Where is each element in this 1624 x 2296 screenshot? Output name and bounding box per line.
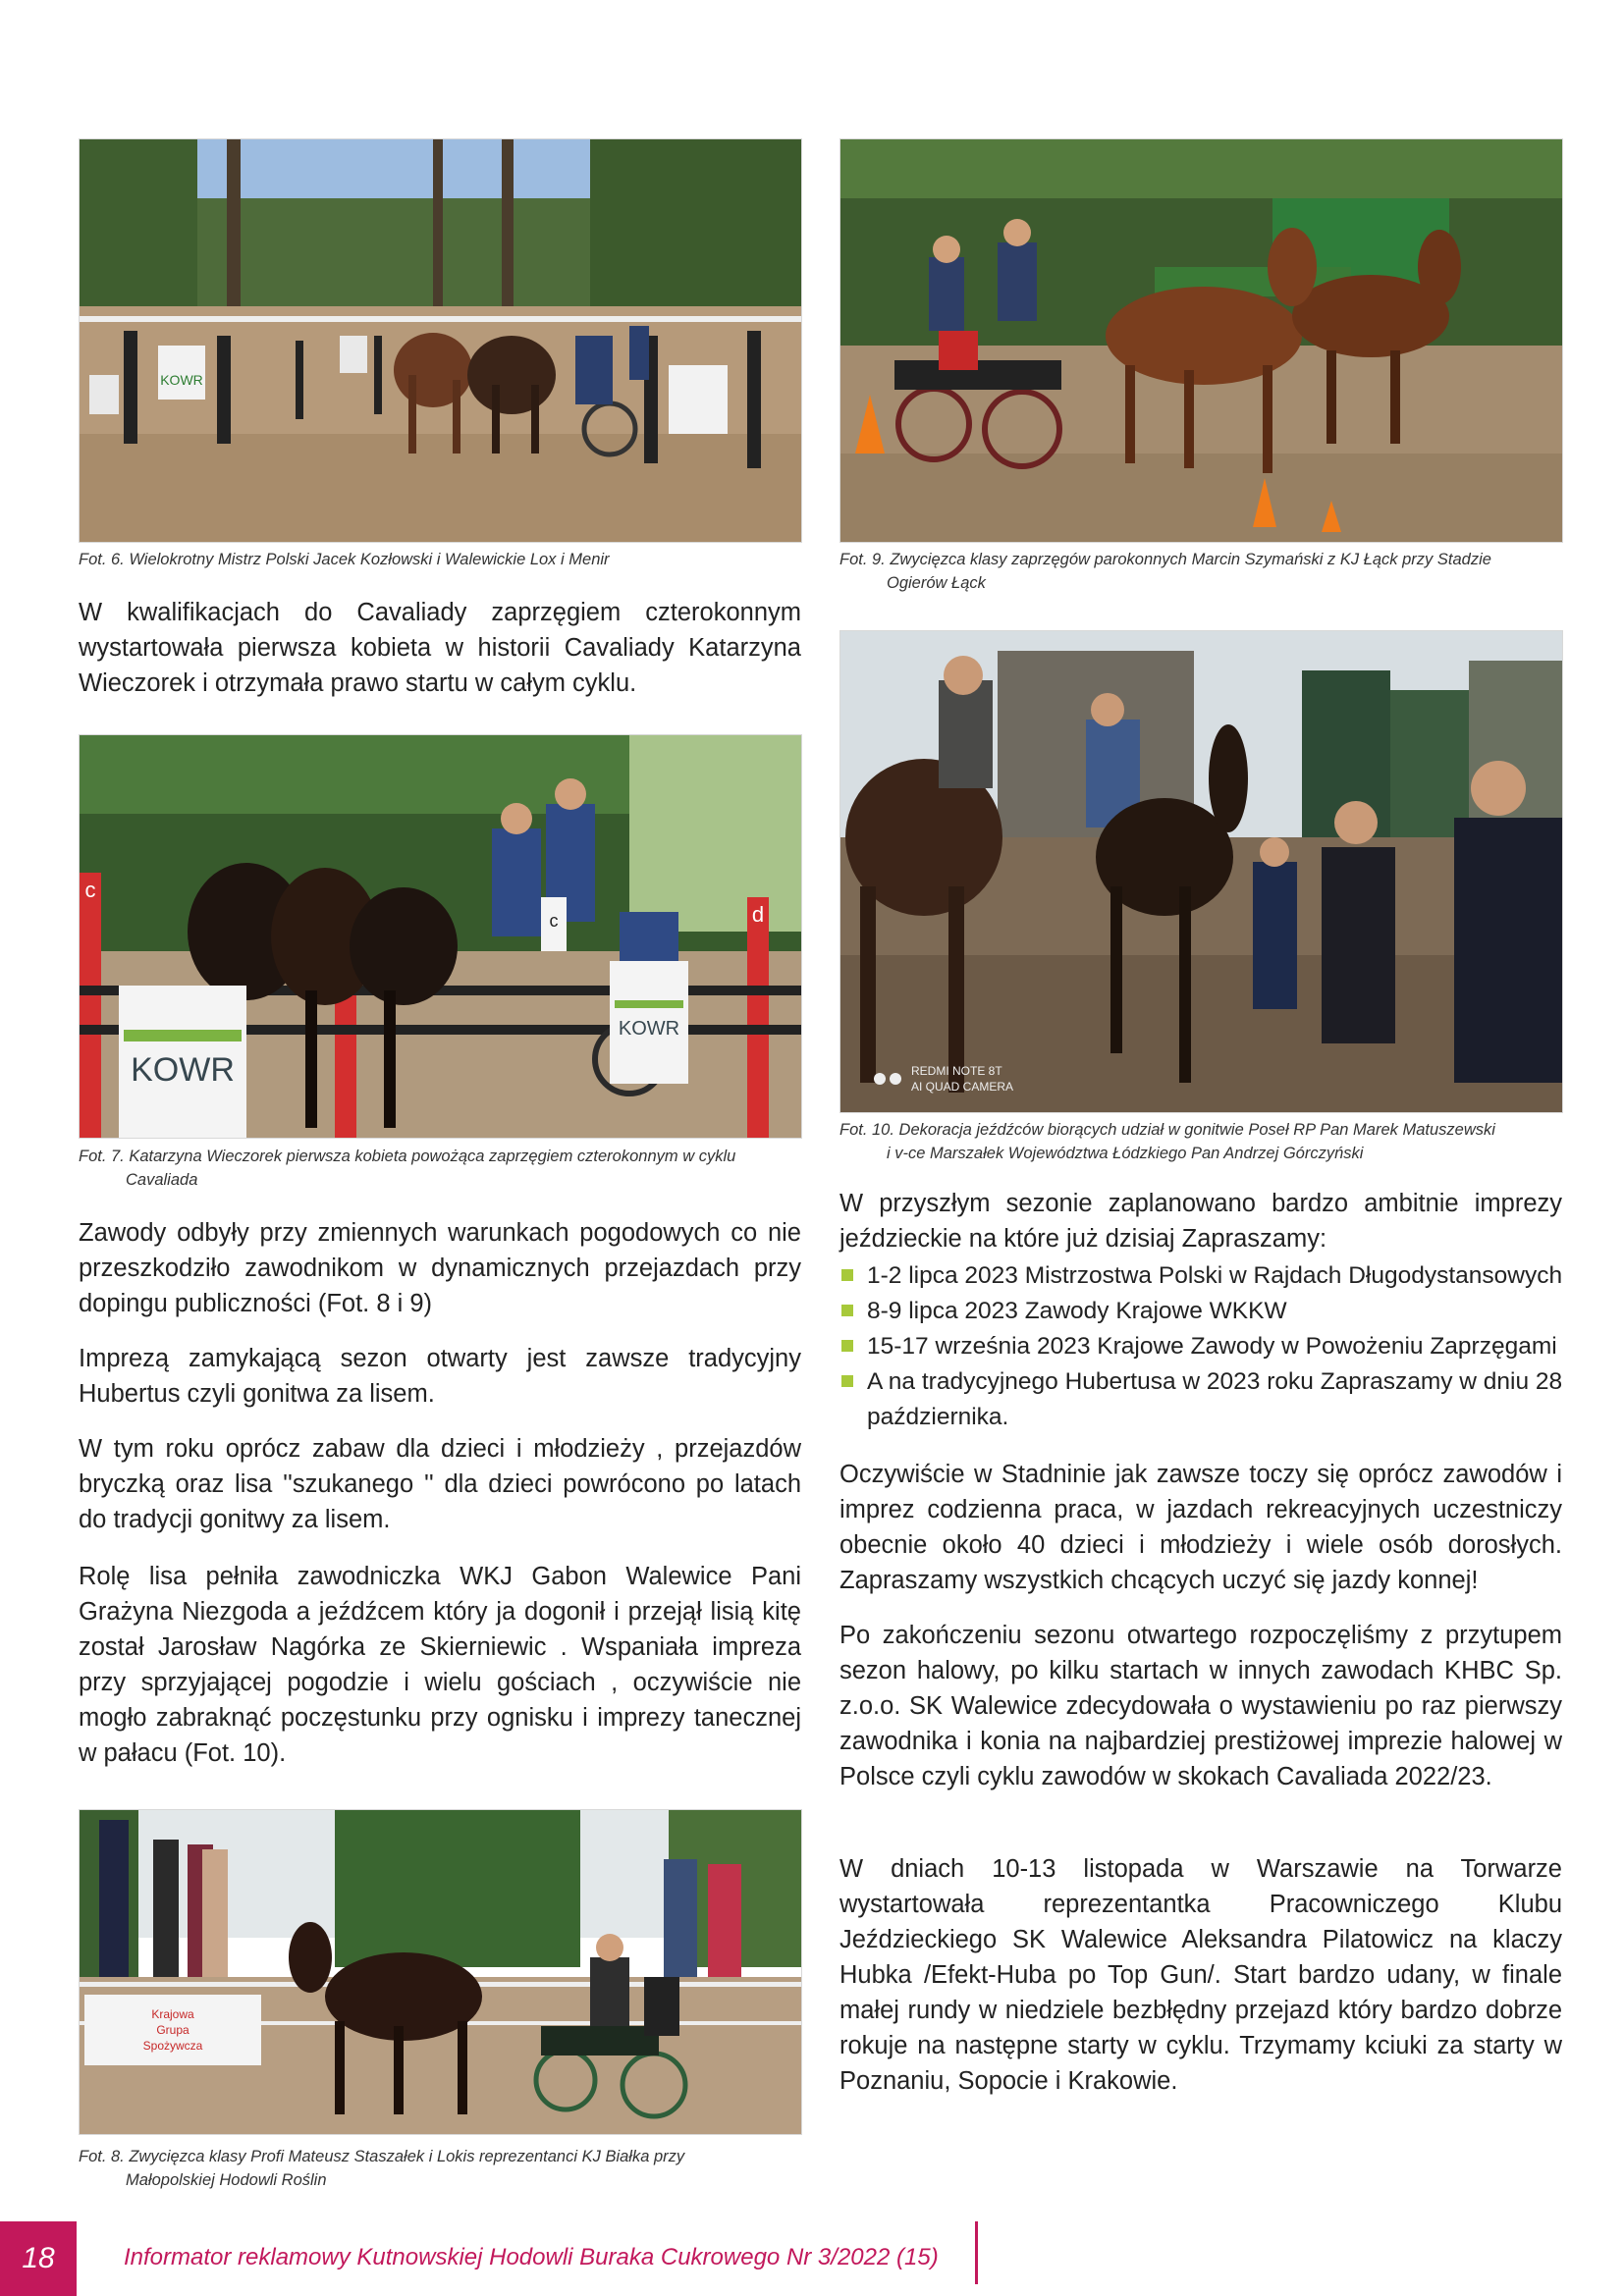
left-paragraph-1: W kwalifikacjach do Cavaliady zaprzęgiem czterokonnym wystartowała pierwsza kobieta w historii Cavaliady Katarzyna Wieczorek i otrzymała prawo startu w całym cyklu. bbox=[79, 599, 801, 697]
banner-line1: Krajowa bbox=[151, 2007, 194, 2021]
caption-fot7-line2: Cavaliada bbox=[126, 1171, 198, 1189]
camera-watermark-line2: AI QUAD CAMERA bbox=[911, 1080, 1014, 1094]
right-paragraph-2: Oczywiście w Stadninie jak zawsze toczy się oprócz zawodów i imprez codzienna praca, w jazdach rekreacyjnych uczestniczy obecnie około 40 dzieci i młodzieży i wiele osób dorosłych. Zapraszamy wszystkich chcących uczyć się jazdy konnej! bbox=[839, 1461, 1562, 1594]
right-paragraph-3: Po zakończeniu sezonu otwartego rozpoczęliśmy z przytupem sezon halowy, po kilku startach w innych zawodach KHBC Sp. z.o.o. SK Walewice zdecydowała o wystawieniu po raz pierwszy zawodnika i konia na najbardziej prestiżowej imprezie halowej w Polsce czyli cyklu zawodów w skokach Cavaliada 2022/23. bbox=[839, 1622, 1562, 1790]
caption-fot9-line2: Ogierów Łąck bbox=[887, 574, 986, 592]
bullet-square-icon bbox=[841, 1305, 853, 1316]
banner-line3: Spożywcza bbox=[142, 2039, 203, 2053]
caption-fot6 bbox=[79, 548, 805, 571]
left-paragraph-4: W tym roku oprócz zabaw dla dzieci i młodzieży , przejazdów bryczką oraz lisa ''szukanego '' dla dzieci powrócono po latach do tradycji gonitwy za lisem. bbox=[79, 1435, 801, 1533]
caption-fot9 bbox=[839, 548, 1566, 595]
caption-fot9-line1: Fot. 9. Zwycięzca klasy zaprzęgów parokonnych Marcin Szymański z KJ Łąck przy Stadzie bbox=[839, 551, 1491, 568]
sign-c-left: c bbox=[84, 878, 96, 902]
caption-fot6-text: Fot. 6. Wielokrotny Mistrz Polski Jacek Kozłowski i Walewickie Lox i Menir bbox=[79, 551, 610, 568]
caption-fot8-line1: Fot. 8. Zwycięzca klasy Profi Mateusz Staszałek i Lokis reprezentanci KJ Białka przy bbox=[79, 2148, 685, 2165]
bullet-square-icon bbox=[841, 1375, 853, 1387]
events-list-item: 1-2 lipca 2023 Mistrzostwa Polski w Rajdach Długodystansowych bbox=[839, 1258, 1566, 1294]
bullet-square-icon bbox=[841, 1269, 853, 1281]
photo-fot7 bbox=[79, 734, 802, 1139]
events-list-item: 8-9 lipca 2023 Zawody Krajowe WKKW bbox=[839, 1294, 1566, 1329]
events-list-item: 15-17 września 2023 Krajowe Zawody w Powożeniu Zaprzęgami bbox=[839, 1329, 1566, 1364]
photo-fot8 bbox=[79, 1809, 802, 2135]
page-number: 18 bbox=[0, 2221, 77, 2296]
left-paragraph-2: Zawody odbyły przy zmiennych warunkach pogodowych co nie przeszkodziło zawodnikom w dynamicznych przejazdach przy dopingu publiczności (Fot. 8 i 9) bbox=[79, 1219, 801, 1317]
kowr-sign-2: KOWR bbox=[131, 1051, 235, 1089]
events-list-item: A na tradycyjnego Hubertusa w 2023 roku Zapraszamy w dniu 28 października. bbox=[839, 1364, 1566, 1435]
caption-fot10-line2: i v-ce Marszałek Województwa Łódzkiego Pan Andrzej Górczyński bbox=[887, 1145, 1364, 1162]
caption-fot10 bbox=[839, 1118, 1566, 1165]
photo-fot6 bbox=[79, 138, 802, 543]
caption-fot8 bbox=[79, 2145, 805, 2192]
footer-divider bbox=[975, 2221, 978, 2284]
banner-line2: Grupa bbox=[156, 2023, 189, 2037]
right-paragraph-4: W dniach 10-13 listopada w Warszawie na Torwarze wystartowała reprezentantka Pracowniczego Klubu Jeździeckiego SK Walewice Aleksandra Pilatowicz na klaczy Hubka /Efekt-Huba po Top Gun/. Start bardzo udany, w finale małej rundy w niedziele bezbłędny przejazd który bardzo dobrze rokuje na następne starty w cyklu. Trzymamy kciuki za starty w Poznaniu, Sopocie i Krakowie. bbox=[839, 1855, 1562, 2095]
sign-d: d bbox=[751, 902, 765, 927]
kowr-sign-3: KOWR bbox=[618, 1018, 680, 1040]
events-list bbox=[839, 1258, 1566, 1435]
photo-fot10 bbox=[839, 630, 1563, 1113]
caption-fot7-line1: Fot. 7. Katarzyna Wieczorek pierwsza kobieta powożąca zaprzęgiem czterokonnym w cyklu bbox=[79, 1148, 736, 1165]
left-paragraph-3: Imprezą zamykającą sezon otwarty jest zawsze tradycyjny Hubertus czyli gonitwa za lisem. bbox=[79, 1345, 801, 1408]
caption-fot10-line1: Fot. 10. Dekoracja jeźdźców biorących udział w gonitwie Poseł RP Pan Marek Matuszewski bbox=[839, 1121, 1495, 1139]
caption-fot7 bbox=[79, 1145, 805, 1192]
photo-fot9 bbox=[839, 138, 1563, 543]
bullet-square-icon bbox=[841, 1340, 853, 1352]
left-paragraph-5: Rolę lisa pełniła zawodniczka WKJ Gabon Walewice Pani Grażyna Niezgoda a jeźdźcem który ja dogonił i przejął lisią kitę został Jarosław Nagórka ze Skierniewic . Wspaniała impreza przy sprzyjającej pogodzie i wielu gościach , oczywiście nie mogło zabraknąć poczęstunku przy ognisku i imprezy tanecznej w pałacu (Fot. 10). bbox=[79, 1563, 801, 1767]
publication-title: Informator reklamowy Kutnowskiej Hodowli Buraka Cukrowego Nr 3/2022 (15) bbox=[124, 2244, 939, 2270]
camera-watermark-line1: REDMI NOTE 8T bbox=[911, 1064, 1002, 1078]
right-paragraph-1: W przyszłym sezonie zaplanowano bardzo ambitnie imprezy jeździeckie na które już dzisiaj Zapraszamy: bbox=[839, 1190, 1562, 1253]
caption-fot8-line2: Małopolskiej Hodowli Roślin bbox=[126, 2171, 327, 2189]
sign-c-right: c bbox=[549, 911, 559, 931]
kowr-sign-1: KOWR bbox=[160, 372, 203, 388]
